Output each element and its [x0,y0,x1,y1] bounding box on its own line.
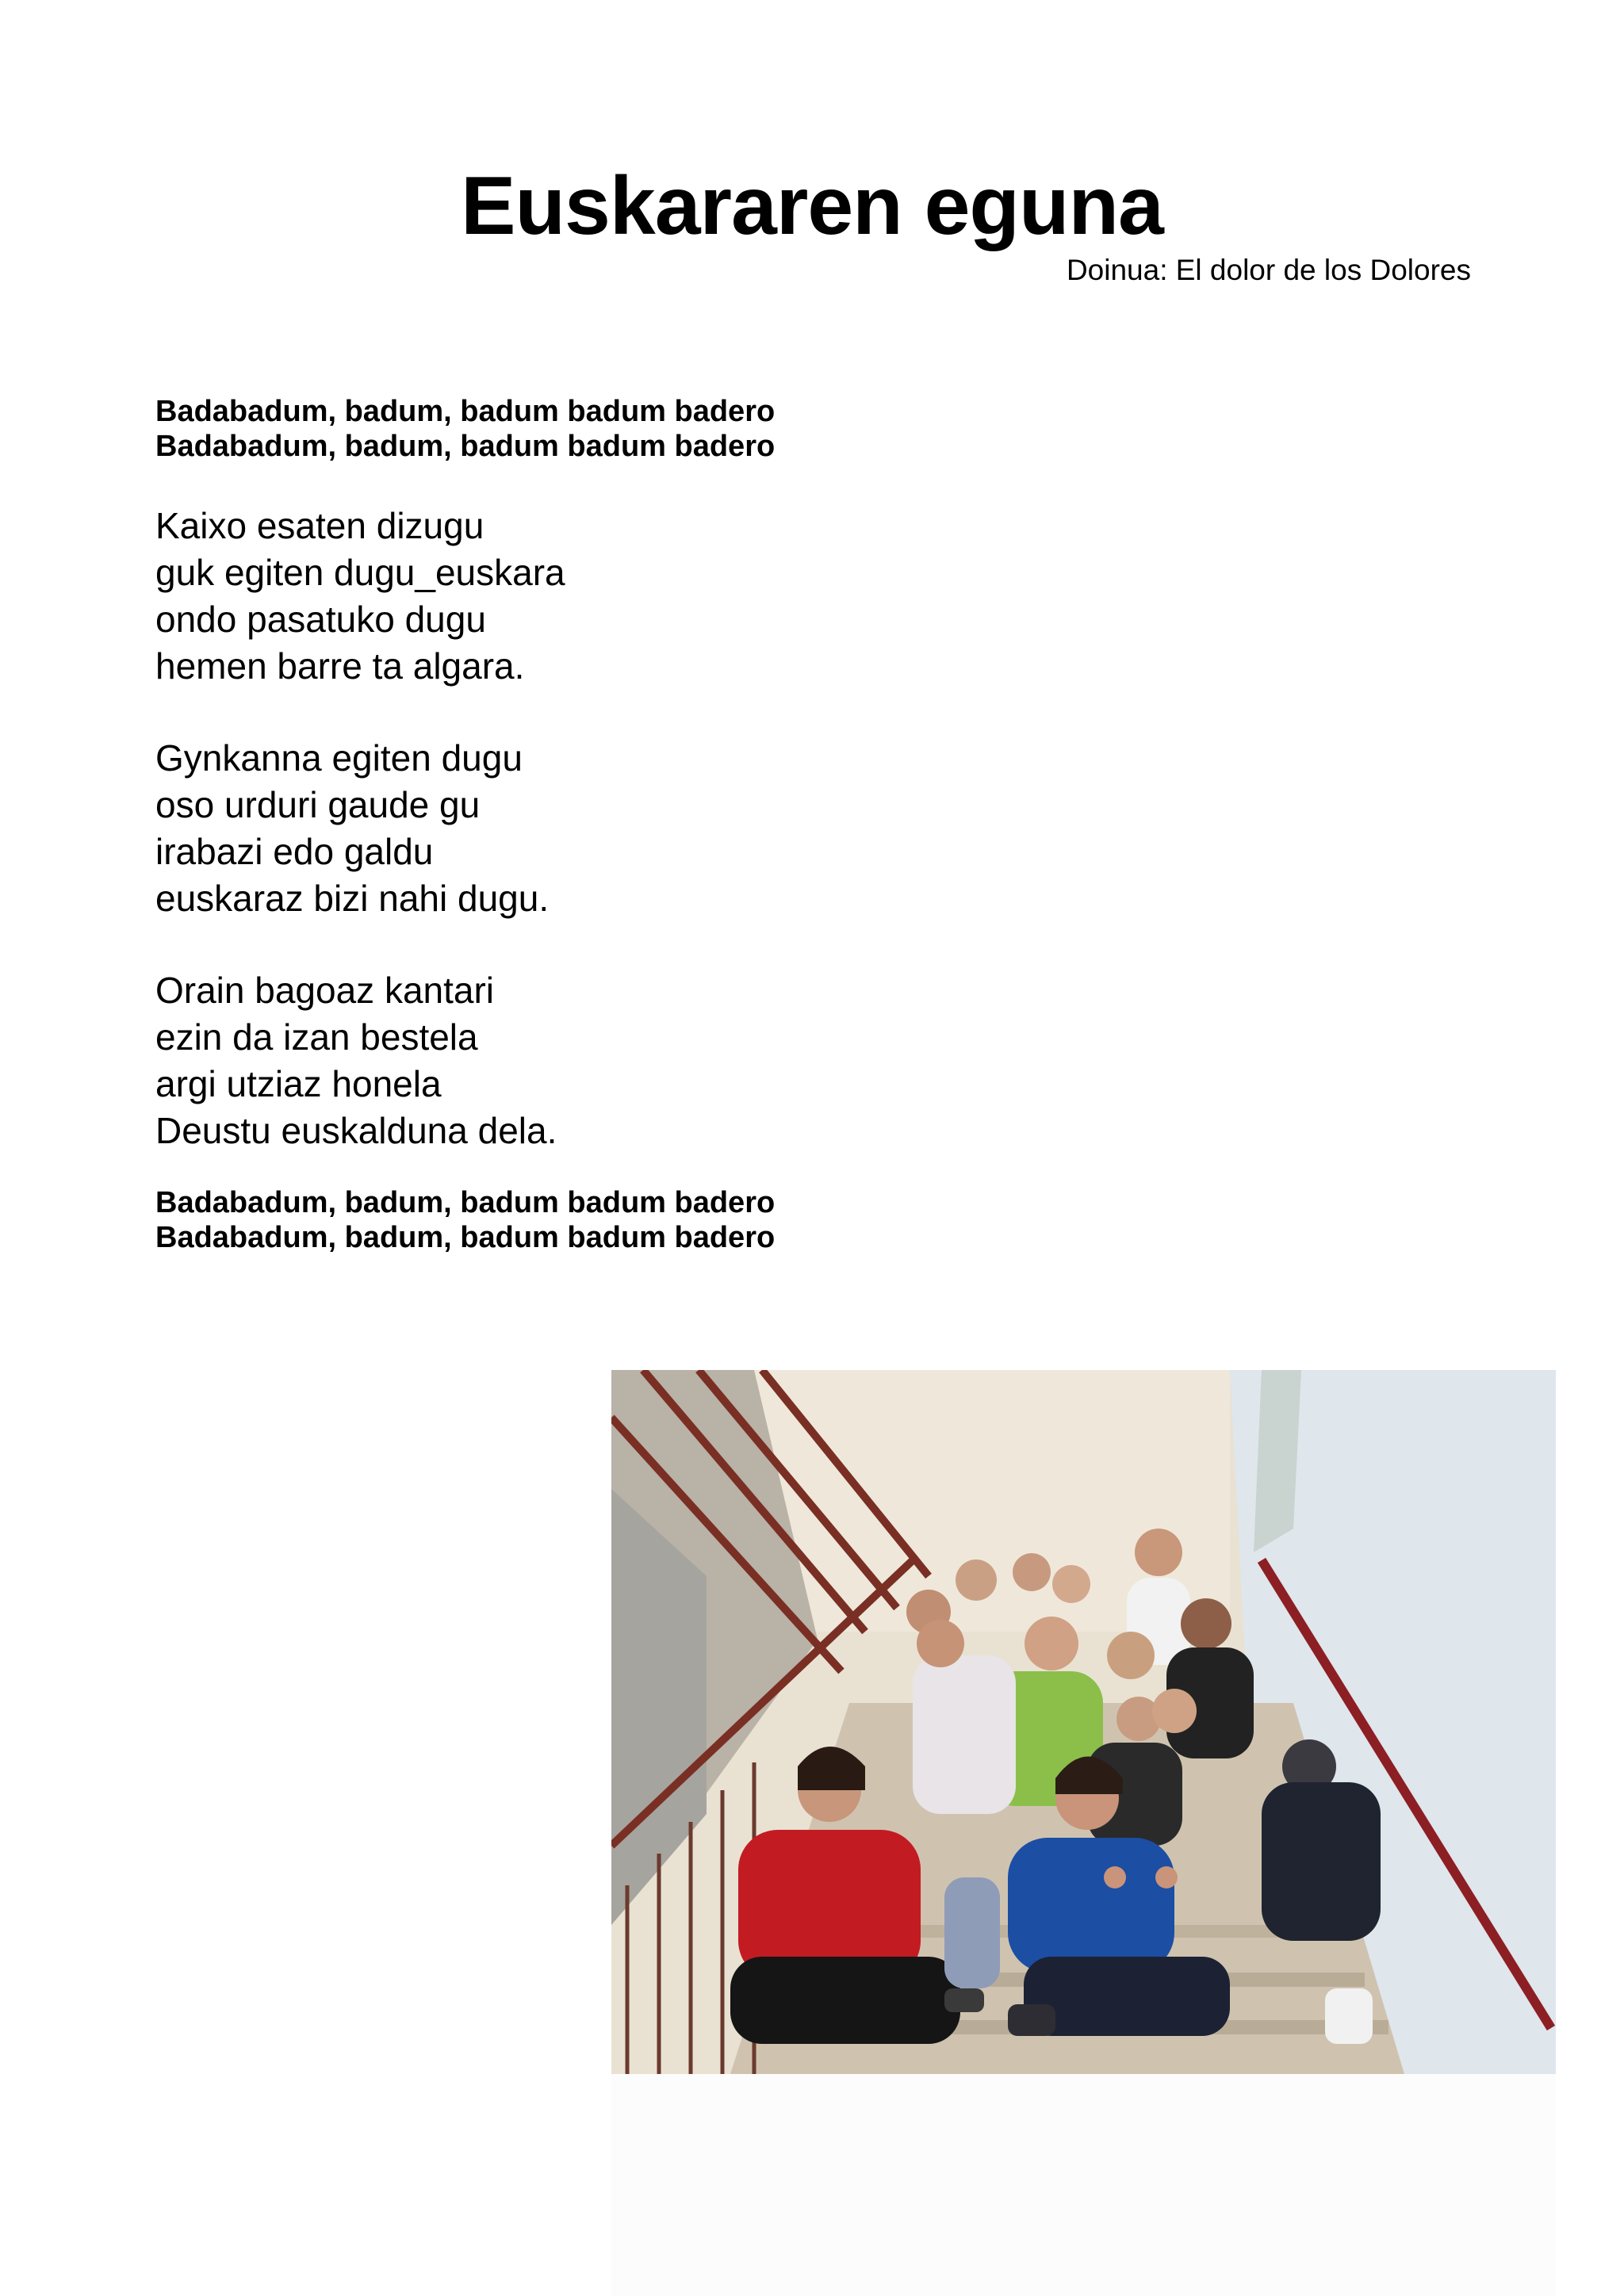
chorus-line: Badabadum, badum, badum badum badero [155,1221,776,1254]
chorus-line: Badabadum, badum, badum badum badero [155,1186,776,1219]
verse-line: Gynkanna egiten dugu [155,737,523,779]
group-photo-on-stairs [611,1370,1556,2074]
verse-line: euskaraz bizi nahi dugu. [155,878,550,919]
verse-line: guk egiten dugu_euskara [155,552,565,593]
verse-line: Deustu euskalduna dela. [155,1110,557,1151]
song-tune-subtitle: Doinua: El dolor de los Dolores [1066,254,1471,286]
verse-3 [155,967,557,1154]
chorus-top [155,394,775,464]
verse-line: argi utziaz honela [155,1063,442,1104]
verse-1 [155,503,565,690]
page-title: Euskararen eguna [461,160,1163,252]
photo-margin [611,2074,1556,2296]
verse-line: ondo pasatuko dugu [155,599,486,640]
verse-line: Orain bagoaz kantari [155,970,495,1011]
verse-line: Kaixo esaten dizugu [155,505,485,546]
verse-line: irabazi edo galdu [155,831,434,872]
verse-line: hemen barre ta algara. [155,645,525,687]
chorus-line: Badabadum, badum, badum badum badero [155,430,776,463]
chorus-line: Badabadum, badum, badum badum badero [155,395,776,428]
verse-line: oso urduri gaude gu [155,784,481,825]
chorus-bottom [155,1185,775,1255]
verse-line: ezin da izan bestela [155,1016,478,1058]
verse-2 [155,735,549,922]
